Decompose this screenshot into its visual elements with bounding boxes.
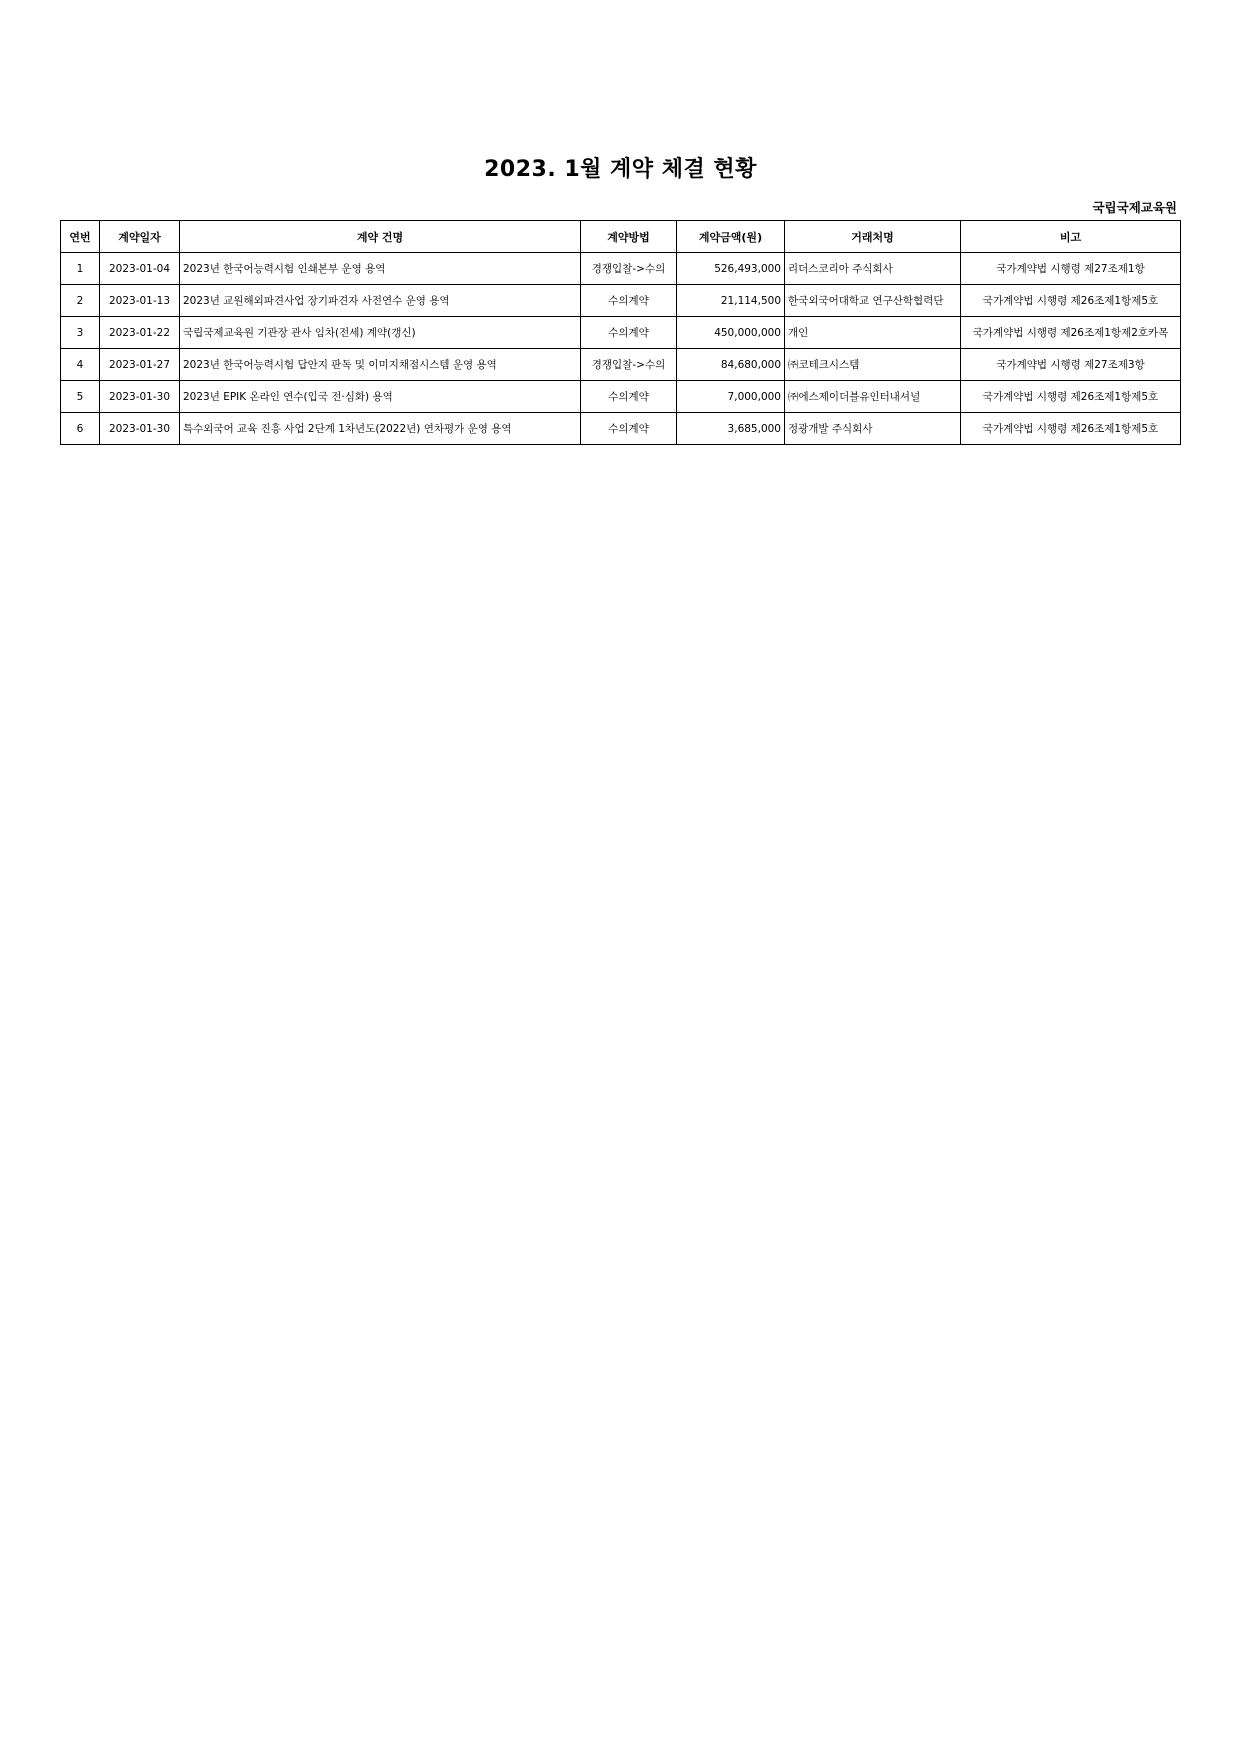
- cell-vendor: 정광개발 주식회사: [785, 413, 961, 445]
- cell-vendor: 한국외국어대학교 연구산학협력단: [785, 285, 961, 317]
- cell-remarks: 국가계약법 시행령 제27조제1항: [961, 253, 1181, 285]
- cell-name: 특수외국어 교육 진흥 사업 2단계 1차년도(2022년) 연차평가 운영 용역: [180, 413, 581, 445]
- cell-amount: 84,680,000: [677, 349, 785, 381]
- cell-seq: 5: [61, 381, 100, 413]
- cell-method: 수의계약: [581, 381, 677, 413]
- cell-method: 경쟁입찰->수의: [581, 253, 677, 285]
- cell-date: 2023-01-27: [100, 349, 180, 381]
- organization-name: 국립국제교육원: [1092, 200, 1177, 215]
- cell-amount: 21,114,500: [677, 285, 785, 317]
- header-contract-date: 계약일자: [100, 221, 180, 253]
- cell-seq: 4: [61, 349, 100, 381]
- document-title: 2023. 1월 계약 체결 현황: [484, 157, 757, 182]
- cell-seq: 6: [61, 413, 100, 445]
- cell-remarks: 국가계약법 시행령 제26조제1항제5호: [961, 285, 1181, 317]
- table-header-row: [61, 221, 1181, 253]
- cell-seq: 3: [61, 317, 100, 349]
- cell-remarks: 국가계약법 시행령 제26조제1항제5호: [961, 413, 1181, 445]
- cell-amount: 7,000,000: [677, 381, 785, 413]
- cell-seq: 1: [61, 253, 100, 285]
- cell-date: 2023-01-30: [100, 381, 180, 413]
- cell-remarks: 국가계약법 시행령 제27조제3항: [961, 349, 1181, 381]
- table-row: [61, 317, 1181, 349]
- cell-date: 2023-01-30: [100, 413, 180, 445]
- cell-name: 국립국제교육원 기관장 관사 임차(전세) 계약(갱신): [180, 317, 581, 349]
- cell-name: 2023년 EPIK 온라인 연수(입국 전·심화) 용역: [180, 381, 581, 413]
- header-remarks: 비고: [961, 221, 1181, 253]
- cell-seq: 2: [61, 285, 100, 317]
- table-row: [61, 413, 1181, 445]
- table-row: [61, 381, 1181, 413]
- cell-name: 2023년 한국어능력시험 인쇄본부 운영 용역: [180, 253, 581, 285]
- header-contract-amount: 계약금액(원): [677, 221, 785, 253]
- cell-method: 수의계약: [581, 413, 677, 445]
- header-contract-name: 계약 건명: [180, 221, 581, 253]
- header-vendor: 거래처명: [785, 221, 961, 253]
- table-row: [61, 349, 1181, 381]
- table-row: [61, 253, 1181, 285]
- cell-date: 2023-01-13: [100, 285, 180, 317]
- cell-method: 경쟁입찰->수의: [581, 349, 677, 381]
- cell-remarks: 국가계약법 시행령 제26조제1항제5호: [961, 381, 1181, 413]
- header-seq: 연번: [61, 221, 100, 253]
- cell-method: 수의계약: [581, 317, 677, 349]
- cell-name: 2023년 교원해외파견사업 장기파견자 사전연수 운영 용역: [180, 285, 581, 317]
- cell-amount: 526,493,000: [677, 253, 785, 285]
- cell-vendor: 리더스코리아 주식회사: [785, 253, 961, 285]
- cell-vendor: ㈜코테크시스템: [785, 349, 961, 381]
- cell-method: 수의계약: [581, 285, 677, 317]
- cell-remarks: 국가계약법 시행령 제26조제1항제2호카목: [961, 317, 1181, 349]
- header-contract-method: 계약방법: [581, 221, 677, 253]
- cell-amount: 3,685,000: [677, 413, 785, 445]
- contracts-table: [60, 220, 1181, 445]
- cell-vendor: 개인: [785, 317, 961, 349]
- cell-vendor: ㈜에스제이더블유인터내셔널: [785, 381, 961, 413]
- cell-name: 2023년 한국어능력시험 답안지 판독 및 이미지채점시스템 운영 용역: [180, 349, 581, 381]
- cell-amount: 450,000,000: [677, 317, 785, 349]
- table-row: [61, 285, 1181, 317]
- cell-date: 2023-01-22: [100, 317, 180, 349]
- cell-date: 2023-01-04: [100, 253, 180, 285]
